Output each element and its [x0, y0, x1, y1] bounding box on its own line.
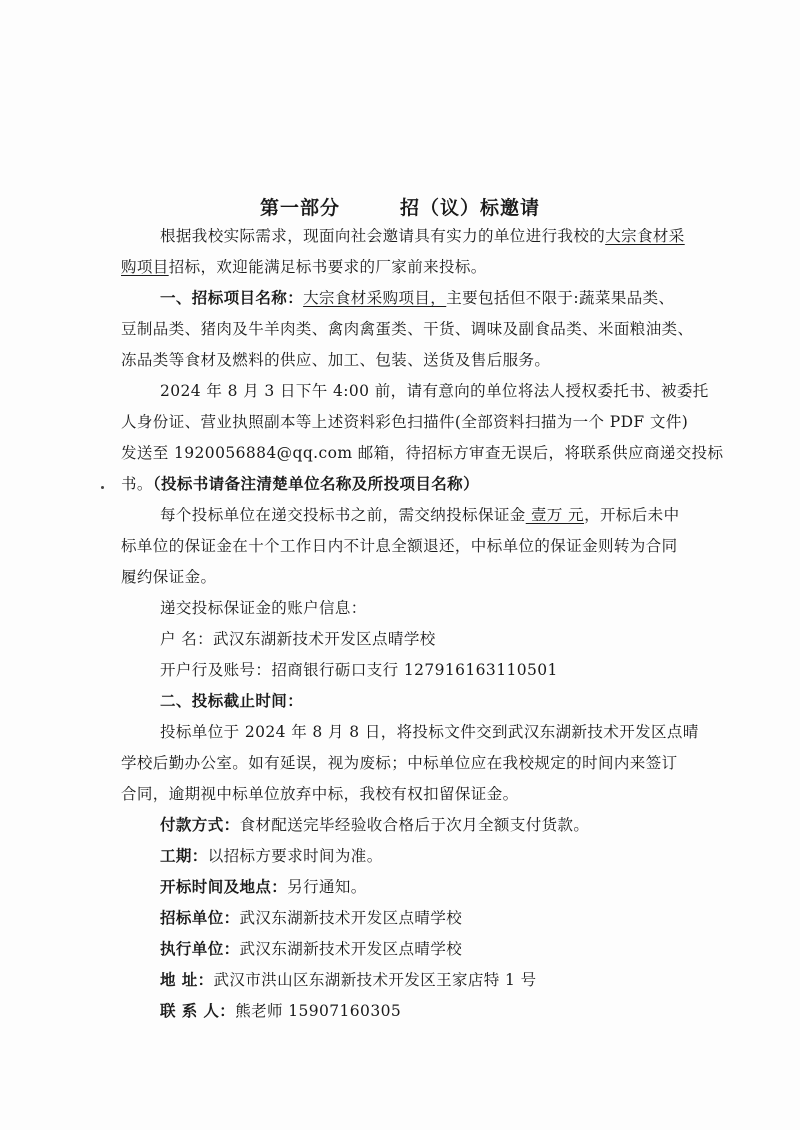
section2-heading: 二、投标截止时间： — [160, 691, 304, 710]
period-label: 工期： — [160, 846, 208, 865]
address-row — [160, 970, 537, 990]
account-bank-row — [160, 660, 558, 680]
deposit-line-3: 履约保证金。 — [121, 568, 217, 586]
submission-line-3: 发送至 1920056884@qq.com 邮箱，待招标方审查无误后，将联系供应商递交投标 — [121, 444, 724, 462]
executor-row — [160, 939, 462, 959]
section1-text: 主要包括但不限于:蔬菜果品类、 — [446, 289, 675, 307]
contact-value: 熊老师 15907160305 — [235, 1002, 402, 1020]
project-name-underlined: 大宗食材采 — [605, 227, 685, 245]
executor-value: 武汉东湖新技术开发区点晴学校 — [239, 940, 463, 958]
section1-line-3: 冻品类等食材及燃料的供应、加工、包装、送货及售后服务。 — [121, 351, 551, 369]
account-bank-value: 招商银行砺口支行 127916163110501 — [271, 661, 558, 679]
account-bank-label: 开户行及账号： — [160, 661, 272, 679]
page-title — [0, 193, 800, 220]
submission-line-4 — [121, 474, 479, 494]
deposit-line-1 — [160, 505, 679, 525]
payment-value: 食材配送完毕经验收合格后于次月全额支付货款。 — [239, 816, 590, 834]
address-value: 武汉市洪山区东湖新技术开发区王家店特 1 号 — [213, 971, 537, 989]
contact-label: 联 系 人： — [160, 1001, 236, 1020]
section1-heading: 一、招标项目名称： — [160, 288, 304, 307]
title-part: 第一部分 — [259, 197, 340, 219]
tenderer-label: 招标单位： — [160, 908, 240, 927]
intro-line-1 — [160, 226, 685, 246]
opening-row — [160, 877, 367, 897]
section2-line-3: 合同，逾期视中标单位放弃中标，我校有权扣留保证金。 — [121, 785, 519, 803]
intro-line-2 — [121, 257, 487, 277]
deposit-text-cont: ，开标后未中 — [584, 506, 680, 524]
account-heading: 递交投标保证金的账户信息： — [160, 599, 367, 617]
section2-line-1: 投标单位于 2024 年 8 月 8 日，将投标文件交到武汉东湖新技术开发区点晴 — [160, 723, 699, 741]
period-row — [160, 846, 383, 866]
deposit-text: 每个投标单位在递交投标书之前，需交纳投标保证金 — [160, 506, 526, 524]
account-name-row — [160, 629, 436, 649]
submission-line-2: 人身份证、营业执照副本等上述资料彩色扫描件(全部资料扫描为一个 PDF 文件) — [121, 413, 689, 431]
payment-label: 付款方式： — [160, 815, 240, 834]
address-label: 地 址： — [160, 970, 214, 989]
submission-line-1: 2024 年 8 月 3 日下午 4:00 前，请有意向的单位将法人授权委托书、被委托 — [160, 382, 709, 400]
payment-row — [160, 815, 589, 835]
section1-line-2: 豆制品类、猪肉及牛羊肉类、禽肉禽蛋类、干货、调味及副食品类、米面粮油类、 — [121, 320, 694, 338]
period-value: 以招标方要求时间为准。 — [207, 847, 383, 865]
title-name: 招（议）标邀请 — [400, 197, 541, 219]
intro-text-cont: 招标，欢迎能满足标书要求的厂家前来投标。 — [168, 258, 487, 276]
intro-text: 根据我校实际需求，现面向社会邀请具有实力的单位进行我校的 — [160, 227, 606, 245]
executor-label: 执行单位： — [160, 939, 240, 958]
deposit-line-2: 标单位的保证金在十个工作日内不计息全额退还，中标单位的保证金则转为合同 — [121, 537, 678, 555]
opening-value: 另行通知。 — [287, 878, 367, 896]
project-name-underlined-cont: 购项目 — [121, 258, 169, 276]
account-name-value: 武汉东湖新技术开发区点晴学校 — [213, 630, 436, 648]
submission-text-end: 书。 — [121, 475, 153, 493]
tenderer-value: 武汉东湖新技术开发区点晴学校 — [239, 909, 463, 927]
section2-line-2: 学校后勤办公室。如有延误，视为废标；中标单位应在我校规定的时间内来签订 — [121, 754, 678, 772]
section1-project-name: 大宗食材采购项目， — [303, 289, 447, 307]
tenderer-row — [160, 908, 462, 928]
opening-label: 开标时间及地点： — [160, 877, 288, 896]
deposit-amount: 壹万 元 — [525, 506, 585, 524]
section1-line-1 — [160, 288, 674, 308]
contact-row — [160, 1001, 401, 1021]
account-name-label: 户 名： — [160, 630, 214, 648]
scan-speck — [101, 486, 104, 489]
submission-note: （投标书请备注清楚单位名称及所投项目名称） — [152, 474, 479, 493]
